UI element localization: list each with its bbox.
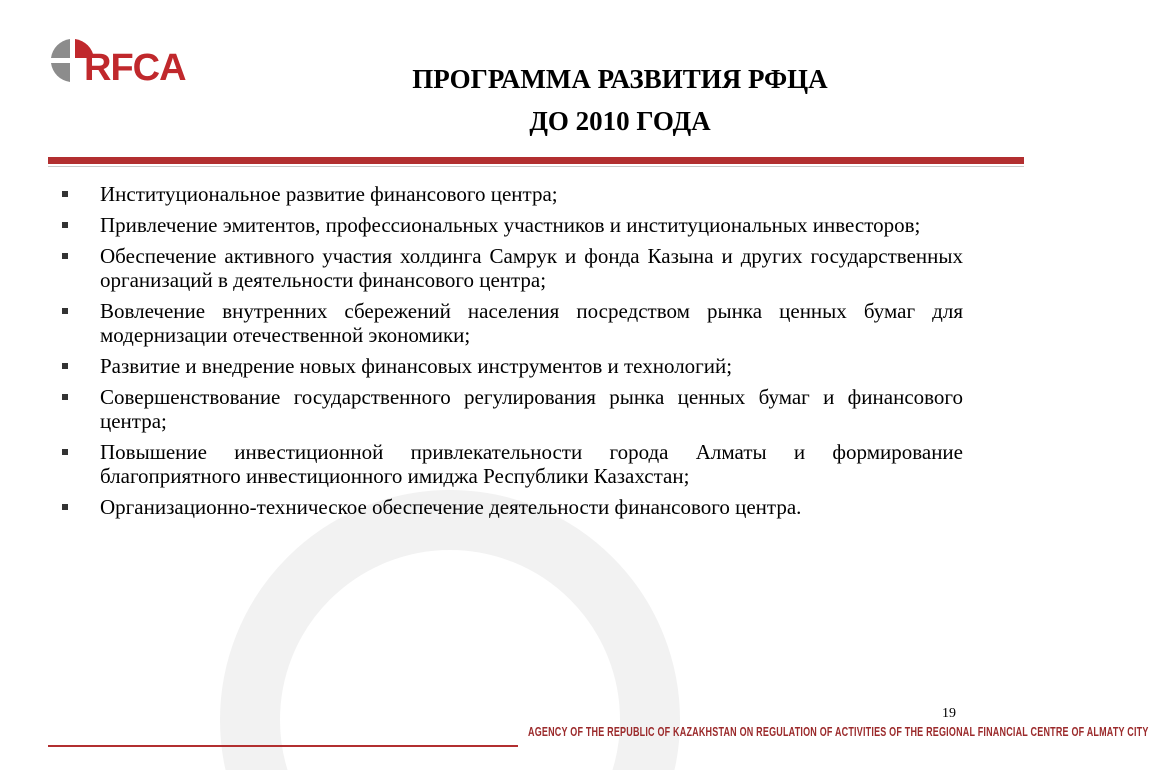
page-title	[300, 58, 940, 142]
square-bullet-icon	[62, 504, 68, 510]
list-item	[60, 182, 963, 206]
square-bullet-icon	[62, 222, 68, 228]
rfca-logo	[48, 36, 218, 89]
list-item	[60, 385, 963, 433]
square-bullet-icon	[62, 394, 68, 400]
header-divider-thin	[48, 166, 1024, 167]
square-bullet-icon	[62, 308, 68, 314]
list-item-text: Привлечение эмитентов, профессиональных участников и институциональных инвесторов;	[100, 213, 921, 237]
list-item	[60, 354, 963, 378]
header-divider	[48, 157, 1024, 164]
list-item	[60, 495, 963, 519]
list-item-text: Вовлечение внутренних сбережений населения посредством рынка ценных бумаг для модернизации отечественной экономики;	[100, 299, 963, 347]
bullet-list	[60, 182, 963, 526]
list-item-text: Развитие и внедрение новых финансовых инструментов и технологий;	[100, 354, 733, 378]
square-bullet-icon	[62, 191, 68, 197]
list-item-text: Обеспечение активного участия холдинга Самрук и фонда Казына и других государственных организаций в деятельности финансового центра;	[100, 244, 963, 292]
square-bullet-icon	[62, 363, 68, 369]
list-item-text: Институциональное развитие финансового центра;	[100, 182, 558, 206]
list-item	[60, 213, 963, 237]
page-number: 19	[942, 706, 956, 721]
list-item	[60, 244, 963, 292]
square-bullet-icon	[62, 253, 68, 259]
square-bullet-icon	[62, 449, 68, 455]
list-item-text: Совершенствование государственного регулирования рынка ценных бумаг и финансового центра;	[100, 385, 963, 433]
footer-divider	[48, 745, 518, 747]
footer-agency-text: AGENCY OF THE REPUBLIC OF KAZAKHSTAN ON REGULATION OF ACTIVITIES OF THE REGIONAL FINANCIAL CENTRE OF ALMATY CITY	[528, 725, 1149, 739]
title-line-1: ПРОГРАММА РАЗВИТИЯ РФЦА	[412, 64, 828, 94]
title-line-2: ДО 2010 ГОДА	[529, 106, 711, 136]
logo-text: RFCA	[84, 47, 186, 89]
list-item-text: Повышение инвестиционной привлекательности города Алматы и формирование благоприятного инвестиционного имиджа Республики Казахстан;	[100, 440, 963, 488]
list-item-text: Организационно-техническое обеспечение деятельности финансового центра.	[100, 495, 802, 519]
list-item	[60, 440, 963, 488]
list-item	[60, 299, 963, 347]
